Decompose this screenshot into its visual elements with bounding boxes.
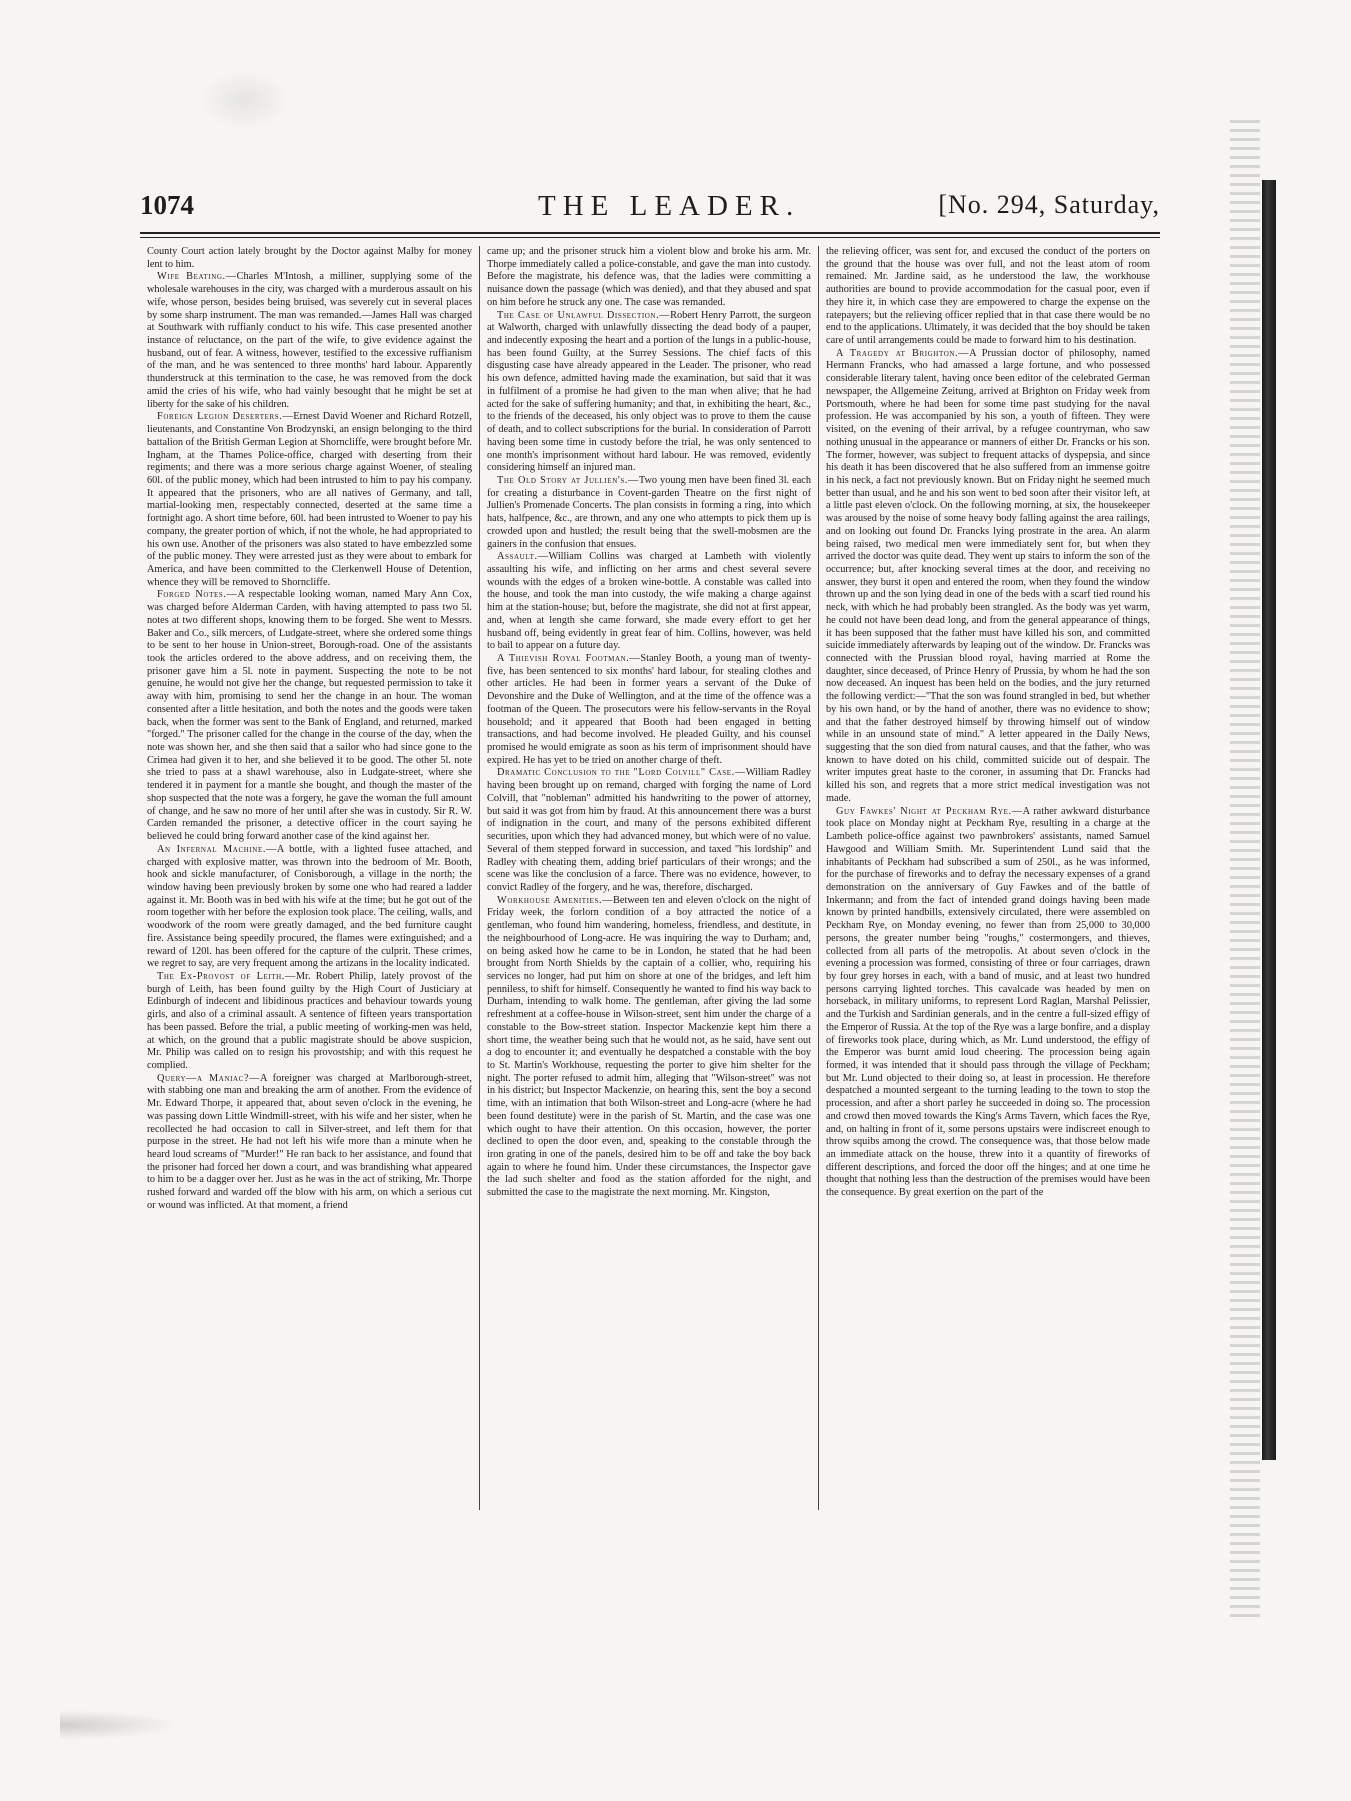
article-paragraph	[147, 411, 472, 589]
article-text: Mr. Robert Philip, lately provost of the burgh of Leith, has been found guilty by the High Court of Justiciary at Edinburgh of indecent and libidinous practices and behaviour towards young girls, and also of a criminal assault. A sentence of fifteen years transportation has been passed. Before the trial, a public meeting of working-men was held, at which, on the ground that a public magistrate should be above suspicion, Mr. Philip was called on to resign his provostship; and with this request he complied.	[147, 970, 472, 1071]
article-paragraph	[826, 246, 1150, 348]
article-heading: A Thievish Royal Footman.—	[497, 653, 641, 664]
article-text: Charles M'Intosh, a milliner, supplying some of the wholesale warehouses in the city, was charged with a murderous assault on his wife, whose person, besides being bruised, was severely cut in several places by some sharp instrument. The man was remanded.—James Hall was charged at Southwark with ruffianly conduct to his wife. This case presented another instance of reluctance, on the part of the wife, to give evidence against the husband, out of fear. A witness, however, testified to the excessive ruffianism of the man, and he was sentenced to three months' hard labour. Apparently thunderstruck at this termination to the case, he was removed from the dock amid the cries of his wife, who had vainly besought that he might be set at liberty for the sake of his children.	[147, 271, 472, 410]
article-text: William Radley having been brought up on remand, charged with forging the name of Lord Colvill, that "nobleman" admitted his handwriting to the power of attorney, but said it was got from him by fraud. At this announcement there was a burst of indignation in the court, and many of the persons exhibited different securities, upon which they had advanced money, but which were of no value. Several of them stepped forward in succession, and taxed "his lordship" and Radley with cheating them, adding brief particulars of their wrongs; and the scene was like the conclusion of a farce. There was no evidence, however, to convict Radley of the forgery, and he was, therefore, discharged.	[487, 767, 811, 893]
article-heading: Query—a Maniac?—	[157, 1072, 261, 1084]
article-text: Ernest David Woener and Richard Rotzell, lieutenants, and Constantine Von Brodzynski, an ensign belonging to the third battalion of the British German Legion at Shorncliffe, were brought before Mr. Ingham, at the Thames Police-office, charged with deserting from their regiments; and there was a more serious charge against Woener, of stealing 60l. of the public money, which had been intrusted to him to pay his company. It appeared that the prisoners, who are all natives of Germany, and tall, martial-looking men, respectably connected, deserted at the same time a fortnight ago. A short time before, 60l. had been intrusted to Woener to pay his company, the greater portion of which, if not the whole, he had appropriated to his own use. Another of the prisoners was also stated to have embezzled some of the public money. They were arrested just as they were about to embark for America, and have been committed to the Clerkenwell House of Detention, whence they will be removed to Shorncliffe.	[147, 411, 472, 588]
column-3	[818, 246, 1157, 1510]
scan-smudge-bottom	[60, 1710, 180, 1740]
column-1	[140, 246, 479, 1510]
article-heading: An Infernal Machine.—	[157, 843, 277, 855]
issue-label: [No. 294, Saturday,	[938, 190, 1160, 219]
column-2	[479, 246, 818, 1510]
header-rule-thick	[140, 232, 1160, 234]
article-paragraph	[147, 246, 472, 271]
article-text: came up; and the prisoner struck him a violent blow and broke his arm. Mr. Thorpe immediately called a police-constable, and gave the man into custody. Before the magistrate, his defence was, that the ladies were committing a nuisance down the passage (which was denied), and that they abused and spat on him before he struck any one. The case was remanded.	[487, 246, 811, 308]
article-paragraph	[487, 767, 811, 894]
masthead-title: THE LEADER.	[538, 190, 801, 222]
article-text: A bottle, with a lighted fusee attached, and charged with explosive matter, was thrown into the bedroom of Mr. Booth, hook and sickle manufacturer, of Conisborough, a village in the north; the window having been previously broken by some one who had reared a ladder against it. Mr. Booth was in bed with his wife at the time; but he got out of the room together with her before the explosion took place. The ceiling, walls, and woodwork of the room were greatly damaged, and the bed furniture caught fire. Assistance being speedily procured, the flames were extinguished; and a reward of 120l. has been offered for the capture of the culprit. These crimes, we regret to say, are very frequent among the artizans in the locality indicated.	[147, 843, 472, 970]
article-heading: Dramatic Conclusion to the "Lord Colvill" Case.—	[497, 767, 746, 779]
article-text: Two young men have been fined 3l. each for creating a disturbance in Covent-garden Theatre on the first night of Jullien's Promenade Concerts. The plan consists in forming a ring, into which hats, halfpence, &c., are thrown, and any one who attempts to pick them up is crowded upon and hustled; the result being that the swell-mobsmen are the gainers in the confusion that ensues.	[487, 474, 811, 550]
article-text: A foreigner was charged at Marlborough-street, with stabbing one man and breaking the arm of another. From the evidence of Mr. Edward Thorpe, it appeared that, about seven o'clock in the evening, he was passing down Little Windmill-street, with his wife and her sister, when he recollected he had occasion to call in Silver-street, and left them for that purpose in the street. He had not left his wife more than a minute when he heard loud screams of "Murder!" He ran back to her assistance, and found that the prisoner had forced her down a court, and was brandishing what appeared to him to be a dagger over her. Just as he was in the act of striking, Mr. Thorpe rushed forward and warded off the blow with his arm, on which a serious cut or wound was inflicted. At that moment, a friend	[147, 1072, 472, 1211]
article-heading: Foreign Legion Deserters.—	[157, 411, 294, 423]
page-edge-bar	[1262, 180, 1276, 1460]
article-paragraph	[147, 844, 472, 971]
article-paragraph	[487, 475, 811, 551]
article-paragraph	[826, 806, 1150, 1200]
article-paragraph	[147, 1073, 472, 1213]
article-text: County Court action lately brought by the Doctor against Malby for money lent to him.	[147, 246, 472, 270]
article-heading: A Tragedy at Brighton.—	[836, 347, 970, 359]
article-paragraph	[147, 271, 472, 411]
article-heading: The Case of Unlawful Dissection.—	[497, 309, 671, 321]
article-text: A Prussian doctor of philosophy, named Hermann Francks, who had amassed a large fortune, and who possessed considerable literary talent, having once been editor of the celebrated German newspaper, the Allgemeine Zeitung, arrived at Brighton on Friday week from Portsmouth, where he had been for some time past studying for the naval profession. He was accompanied by his son, a youth of fifteen. They were visited, on the evening of their arrival, by a refugee countryman, who saw nothing unusual in the appearance or manners of either Dr. Francks or his son. The former, however, was subject to frequent attacks of dyspepsia, and since his death it has been discovered that he also suffered from an immense goitre in his neck, a fact not previously known. But on Friday night he seemed much better than usual, and he and his son went to bed soon after their visitor left, at a little past eleven o'clock. On the following morning, at six, the housekeeper was aroused by the noise of some heavy body falling against the area railings, and on looking out found Dr. Francks lying prostrate in the area. An alarm being raised, two medical men were immediately sent for, but when they arrived the doctor was quite dead. They went up stairs to inform the son of the occurrence; but, after knocking several times at the door, and receiving no answer, they burst it open and entered the room, when they found the window thrown up and the son lying dead in one of the beds with a scarf tied round his neck, with which he had probably been strangled. As the body was yet warm, he could not have been dead long, and from the general appearance of things, it has been supposed that the father must have killed his son, and committed suicide immediately afterwards by leaping out of the window. Dr. Francks was connected with the Prussian blood royal, having married at Rome the daughter, since deceased, of Prince Henry of Prussia, by whom he had the son now deceased. An inquest has been held on the bodies, and the jury returned the following verdict:—"That the son was found strangled in bed, but whether by his own hand, or by the hand of another, there was no evidence to show; and that the father destroyed himself by throwing himself out of window while in an unsound state of mind." A letter appeared in the Daily News, suggesting that the son died from natural causes, and that the father, who was known to have doted on his child, committed suicide out of despair. The writer imputes great haste to the coroner, in assuming that Dr. Francks had killed his son, and regrets that a more strict medical investigation was not made.	[826, 347, 1151, 804]
article-paragraph	[487, 551, 811, 653]
article-heading: The Old Story at Jullien's.—	[497, 474, 639, 486]
article-text: A rather awkward disturbance took place on Monday night at Peckham Rye, resulting in a charge at the Lambeth police-office against two pawnbrokers' assistants, named Samuel Hawgood and William Smith. Mr. Superintendent Lund said that the inhabitants of Peckham had subscribed a sum of 250l., as he was informed, for the purchase of fireworks and to defray the necessary expenses of a grand demonstration on the anniversary of Guy Fawkes and of the battle of Inkermann; and from the fact of intended grand doings having been made known by printed handbills, extensively circulated, there were assembled on Peckham Rye, on Monday evening, no fewer than from 25,000 to 30,000 persons, the greater number being "roughs," costermongers, and thieves, collected from all parts of the metropolis. At about seven o'clock in the evening a procession was formed, consisting of three or four carriages, drawn by four grey horses in each, with a band of music, and at least two hundred persons carrying lighted torches. This cavalcade was headed by men on horseback, in military uniforms, to represent Lord Raglan, Marshal Pelissier, and the Turkish and Sardinian generals, and in the centre a full-sized effigy of the Emperor of Russia. At the top of the Rye was a large bonfire, and a display of fireworks took place, during which, as Mr. Lund understood, the effigy of the Emperor was burnt amid loud cheering. The procession being again formed, it was intended that it should pass through the village of Peckham; but Mr. Lund objected to their doing so, at least in procession. He therefore despatched a mounted sergeant to the turning leading to the town to stop the procession, and after a short parley he succeeded in doing so. The procession and crowd then moved towards the King's Arms Tavern, which faces the Rye, and, on halting in front of it, some persons upstairs were indiscreet enough to throw squibs among the crowd. The consequence was, that those below made an immediate attack on the house, threw into it a quantity of fireworks of different descriptions, and forced the door off the hinges; and at one time he thought that nothing less than the destruction of the premises would have been the consequence. By great exertion on the part of the	[826, 805, 1150, 1199]
article-paragraph	[147, 589, 472, 843]
article-heading: The Ex-Provost of Leith.—	[157, 970, 296, 982]
article-heading: Forged Notes.—	[157, 589, 238, 601]
article-paragraph	[147, 971, 472, 1073]
article-paragraph	[487, 246, 811, 310]
article-columns	[140, 246, 1160, 1510]
article-text: Robert Henry Parrott, the surgeon at Walworth, charged with unlawfully dissecting the dead body of a pauper, and indecently exposing the heart and a portion of the lungs in a public-house, has been found Guilty, at the Surrey Sessions. The chief facts of this disgusting case have already appeared in the Leader. The prisoner, who read his own defence, admitted having made the examination, but said that it was in fulfilment of a promise he had given to the man when alive; that he had acted for the sake of suffering humanity; and that, in exhibiting the heart, &c., to the friends of the deceased, his only object was to prove to them the cause of death, and to collect subscriptions for the burial. In consideration of Parrott having been some time in custody before the trial, he was only sentenced to one month's imprisonment without hard labour. He was removed, evidently considering himself an injured man.	[487, 309, 811, 474]
binding-shadow	[1230, 120, 1260, 1620]
article-text: Between ten and eleven o'clock on the night of Friday week, the forlorn condition of a boy attracted the notice of a gentleman, who found him wandering, homeless, friendless, and destitute, in the neighbourhood of Long-acre. He was inquiring the way to Durham; and, on being asked how he came to be in London, he stated that he had been brought from North Shields by the captain of a collier, who, requiring his services no longer, had put him on shore at one of the bridges, and left him penniless, to shift for himself. Consequently he wanted to find his way back to Durham, intending to walk home. The gentleman, after giving the lad some refreshment at a coffee-house in Wilson-street, sent him under the charge of a constable to the Bow-street station. Inspector Mackenzie kept him there a short time, the weather being such that he would not, as he said, have sent out a dog to encounter it; and eventually he despatched a constable with the boy to St. Martin's Workhouse, requesting the porter to give him shelter for the night. The porter refused to admit him, alleging that "Wilson-street" was not in his district; but Inspector Mackenzie, on hearing this, sent the boy a second time, with an intimation that both Wilson-street and Long-acre (where he had been found destitute) were in the parish of St. Martin, and the case was one which ought to have their attention. On this occasion, however, the porter declined to open the door even, and, speaking to the constable through the iron grating in one of the panels, desired him to be off and take the boy back again to where he found him. Under these circumstances, the Inspector gave the lad such shelter and food as the station afforded for the night, and submitted the case to the magistrate the next morning. Mr. Kingston,	[487, 894, 811, 1199]
page-header	[140, 190, 1160, 230]
scan-smudge-top	[200, 70, 290, 130]
article-text: William Collins was charged at Lambeth with violently assaulting his wife, and inflicting on her arms and chest several severe wounds with the edges of a broken wine-bottle. A constable was called into the house, and took the man into custody, the wife making a charge against him at the station-house; but, before the magistrate, she did not at first appear, and, when at length she came forward, she made every effort to get her husband off, being evidently in great fear of him. Collins, however, was held to bail to appear on a future day.	[487, 551, 811, 652]
article-paragraph	[487, 310, 811, 475]
article-paragraph	[487, 895, 811, 1200]
article-heading: Guy Fawkes' Night at Peckham Rye.—	[836, 805, 1023, 817]
article-text: the relieving officer, was sent for, and excused the conduct of the porters on the ground that the house was over full, and not the least atom of room remained. Mr. Jardine said, as he understood the law, the workhouse authorities are bound to provide accommodation for the casual poor, even if they hire it, in which case they are empowered to charge the expense on the ratepayers; but the relieving officer replied that in that case there would be no end to the applications. Ultimately, it was decided that the boy should be taken care of until arrangements could be made to forward him to his destination.	[826, 246, 1150, 347]
article-text: A respectable looking woman, named Mary Ann Cox, was charged before Alderman Carden, with having attempted to pass two 5l. notes at two different shops, knowing them to be forged. She went to Messrs. Baker and Co., silk mercers, of Ludgate-street, where she ordered some things to be sent to her house in Union-street, Borough-road. One of the assistants took the articles ordered to the above address, and on receiving them, the prisoner gave him a 5l. note in payment. Suspecting the note to be not genuine, he would not give her the change, but requested permission to take it away with him, promising to send her the change in an hour. The woman consented after a little hesitation, and both the notes and the goods were taken back, when the former was sent to the Bank of England, and returned, marked "forged." The prisoner called for the change in the course of the day, when the note was shown her, and she then said that a sailor who had since gone to the Crimea had given it to her, and she believed it to be good. The other 5l. note she tried to pass at a shawl warehouse, also in Ludgate-street, where she tendered it in payment for a mantle she bought, and though the master of the shop suspected that the note was a forgery, he gave the woman the full amount of change, and he saw no more of her until after she was in custody. Sir R. W. Carden remanded the prisoner, a detective officer in the court saying he believed he could bring forward another case of the kind against her.	[147, 589, 472, 843]
page-number: 1074	[140, 190, 194, 220]
article-heading: Wife Beating.—	[157, 271, 237, 283]
article-heading: Assault.—	[497, 551, 549, 563]
article-paragraph	[487, 653, 811, 767]
article-text: Stanley Booth, a young man of twenty-five, has been sentenced to six months' hard labour, for stealing clothes and other articles. He had been in former years a servant of the Duke of Devonshire and the Duke of Wellington, and at the time of the offence was a footman of the Queen. The prosecutors were his fellow-servants in the Royal household; and it appeared that Booth had been engaged in betting transactions, and had become involved. He pleaded Guilty, and his counsel promised he would emigrate as soon as his term of imprisonment should have expired. He has yet to be tried on another charge of theft.	[487, 653, 811, 766]
article-paragraph	[826, 348, 1150, 806]
article-heading: Workhouse Amenities.—	[497, 894, 614, 906]
header-rule-thin	[140, 237, 1160, 238]
